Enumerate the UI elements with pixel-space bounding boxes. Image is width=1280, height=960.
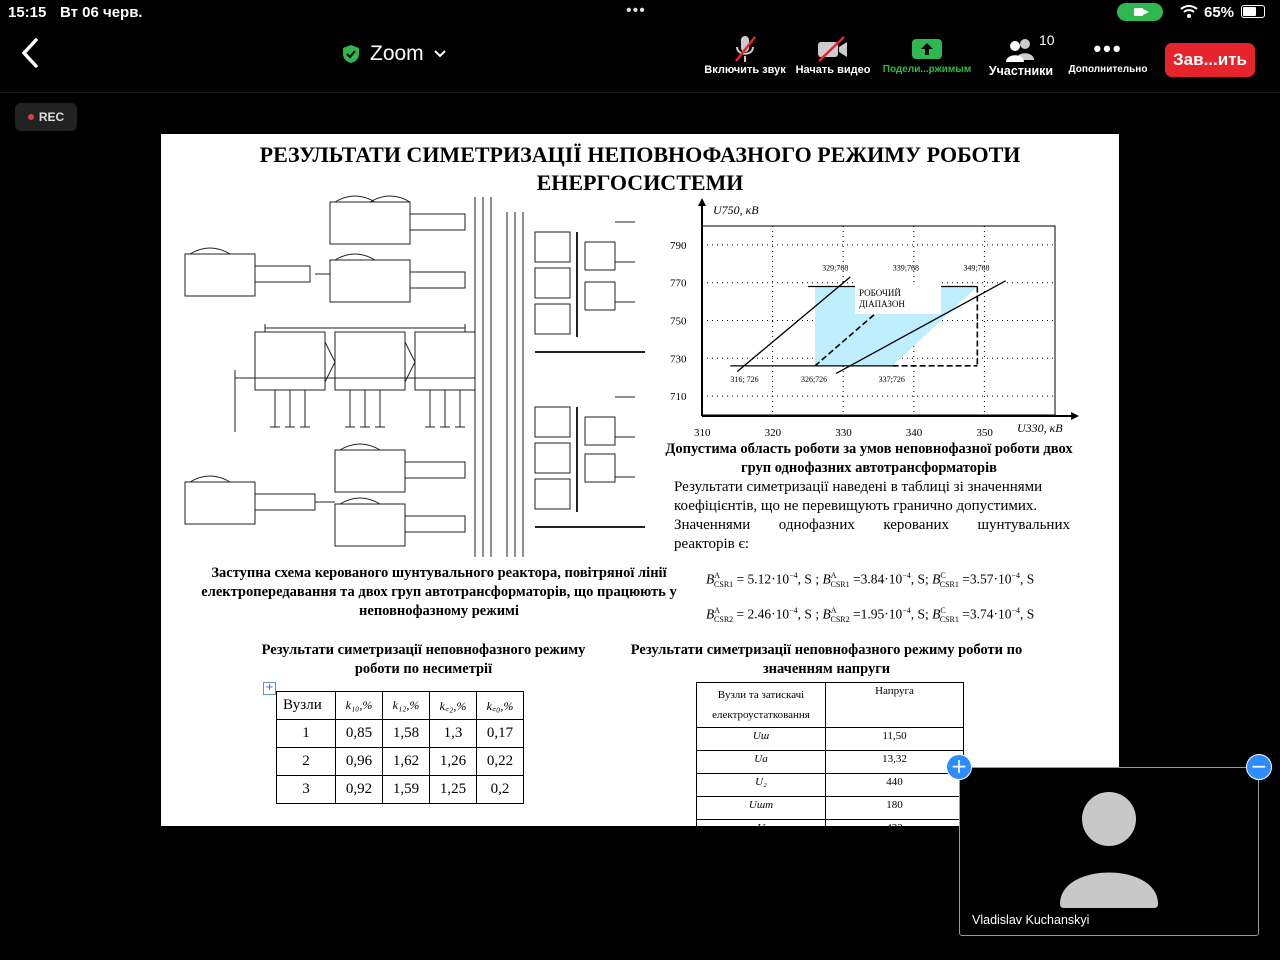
formula-6: 3.74·10 (969, 606, 1012, 622)
formula-5: 1.95·10 (860, 606, 903, 622)
start-video-label: Начать видео (795, 64, 871, 76)
share-label: Подели...ржимым (882, 64, 972, 75)
unmute-label: Включить звук (704, 64, 786, 76)
formula-4: 2.46·10 (747, 606, 790, 622)
table-row (697, 751, 964, 774)
chart-caption-line2: груп однофазних автотрансформаторів (741, 460, 997, 476)
chart-y-tick-label: 730 (670, 353, 687, 366)
formula-2: 3.84·10 (860, 571, 903, 587)
table-header-cell: Вузли (277, 692, 336, 720)
table1-caption-line1: Результати симетризації неповнофазного режиму (261, 642, 586, 658)
chart-y-tick-label: 770 (670, 277, 687, 290)
table-cell: Uшт (697, 797, 826, 820)
table-cell: 432 (826, 820, 964, 843)
table-cell: 1,62 (383, 748, 430, 776)
paragraph-line2: коефіцієнтів, що не перевищують гранично допустимих. (674, 498, 1038, 514)
chart-x-tick-label: 310 (694, 427, 711, 439)
table-header-cell: Напруга (826, 683, 964, 728)
operating-range-chart (635, 196, 1085, 446)
table-cell: 2 (277, 748, 336, 776)
table-cell: 180 (826, 797, 964, 820)
formula-4-unit: S (804, 606, 812, 622)
video-off-icon (816, 36, 850, 62)
chevron-down-icon (434, 50, 446, 58)
chart-point-label: 349;768 (963, 263, 990, 273)
table-cell: 1 (277, 720, 336, 748)
camera-in-use-icon (1117, 3, 1163, 21)
battery-percent: 65% (1204, 4, 1235, 21)
formula-5-unit: S (917, 606, 926, 622)
participant-name: Vladislav Kuchanskyi (972, 913, 1090, 927)
table-cell: 440 (826, 774, 964, 797)
table2-caption-line2: значенням напруги (762, 661, 891, 677)
share-content-button[interactable] (876, 34, 978, 75)
table-cell: 0,92 (336, 776, 383, 804)
formula-3: 3.57·10 (969, 571, 1012, 587)
schema-caption-line2: електропередавання та двох груп автотрансформаторів, що працюють у (201, 584, 677, 600)
chart-x-tick-label: 340 (905, 427, 923, 439)
minimize-tile-icon[interactable]: − (1246, 754, 1272, 780)
formula-1: 5.12·10 (747, 571, 790, 587)
shared-slide (161, 134, 1119, 834)
chart-x-tick-label: 330 (835, 427, 852, 439)
chart-point-label: 329;768 (822, 263, 849, 273)
formula-6-unit: S (1026, 606, 1035, 622)
table-cell: U (697, 820, 826, 843)
start-video-button[interactable] (790, 34, 876, 76)
formula-1-unit: S (804, 571, 812, 587)
voltage-table (696, 682, 964, 843)
table-row (697, 820, 964, 843)
table-row (277, 748, 524, 776)
formula-2-unit: S (917, 571, 926, 587)
chart-point-label: 339;768 (892, 263, 919, 273)
formula-2-exp: −4 (902, 571, 911, 580)
table-cell: 1,59 (383, 776, 430, 804)
formula-row-1: $B^A_{CSR1} = 5.12\cdot 10^{-4}$, S ; $B^A_{CSR1} =3.84\cdot 10^{-4}$, S; $B^C_{CSR1} =3.57\cdot 10^{-4}$, S (706, 571, 1035, 590)
status-date: Вт 06 черв. (60, 4, 143, 21)
chart-xlabel: U330, кВ (1017, 421, 1063, 435)
chart-point-label: 326;726 (800, 374, 828, 384)
schema-caption (169, 564, 709, 621)
table-cell: 1,26 (430, 748, 477, 776)
more-button[interactable] (1062, 34, 1154, 75)
table-cell: U₂ (697, 774, 826, 797)
table-cell: 0,17 (477, 720, 524, 748)
more-label: Дополнительно (1068, 64, 1148, 75)
voltage-header-line1: Вузли та затискачі (717, 689, 805, 701)
chart-point-label: 316; 726 (730, 374, 759, 384)
chart-x-tick-label: 320 (764, 427, 782, 439)
back-chevron-icon[interactable] (18, 36, 42, 70)
slide-title-line1: РЕЗУЛЬТАТИ СИМЕТРИЗАЦІЇ НЕПОВНОФАЗНОГО РЕЖИМУ РОБОТИ (259, 142, 1021, 167)
table-cell: 1,3 (430, 720, 477, 748)
table-header-row (277, 692, 524, 720)
chart-point-label: 337;726 (878, 374, 905, 384)
table-cell: 13,32 (826, 751, 964, 774)
results-paragraph (674, 478, 1070, 554)
share-screen-icon (911, 37, 943, 61)
battery-icon (1241, 5, 1265, 18)
schema-caption-line1: Заступна схема керованого шунтувального реактора, повітряної лінії (211, 565, 667, 581)
formula-5-exp: −4 (902, 606, 911, 615)
paragraph-line1: Результати симетризації наведені в таблиці зі значеннями (674, 479, 1043, 495)
region-label-line2: ДІАПАЗОН (859, 299, 905, 309)
table1-caption-line2: роботи по несиметрії (354, 661, 493, 677)
table-header-cell: k꜀₀,% (477, 692, 524, 720)
more-dots-icon: ••• (1093, 36, 1123, 61)
table2-caption-line1: Результати симетризації неповнофазного режиму роботи по (630, 642, 1023, 658)
toolbar-divider (0, 92, 1280, 93)
schema-caption-line3: неповнофазному режимі (359, 603, 519, 619)
paragraph-line4: реакторів є: (674, 536, 750, 552)
status-time: 15:15 (8, 4, 47, 21)
table-move-handle-icon[interactable]: + (263, 682, 276, 695)
participants-button[interactable] (984, 34, 1058, 78)
participant-video-tile[interactable] (959, 767, 1259, 936)
recording-label: REC (38, 110, 65, 124)
formula-row-2: $B^A_{CSR2} = 2.46\cdot 10^{-4}$, S ; $B^A_{CSR2} =1.95\cdot 10^{-4}$, S; $B^C_{CSR1} =3.74\cdot 10^{-4}$, S (706, 606, 1035, 625)
table2-caption (609, 641, 1044, 679)
recording-badge (15, 103, 77, 131)
table-cell: 0,85 (336, 720, 383, 748)
participants-count: 10 (1039, 32, 1055, 48)
chart-x-tick-label: 350 (976, 427, 993, 439)
table-header-cell: k₁₀,% (336, 692, 383, 720)
formula-6-exp: −4 (1011, 606, 1021, 615)
table-cell: 1,25 (430, 776, 477, 804)
region-label-line1: РОБОЧИЙ (859, 288, 901, 298)
formula-1-exp: −4 (789, 571, 798, 580)
chart-y-tick-label: 750 (670, 315, 687, 328)
table-cell: 0,96 (336, 748, 383, 776)
slide-title-line2: ЕНЕРГОСИСТЕМИ (536, 170, 744, 195)
avatar-placeholder-icon (1060, 792, 1158, 908)
asymmetry-table (276, 691, 524, 804)
table-row (697, 774, 964, 797)
multitasking-dots-icon[interactable]: ••• (626, 2, 646, 19)
expand-tile-icon[interactable]: + (946, 754, 972, 780)
table-cell: 0,2 (477, 776, 524, 804)
chart-y-tick-label: 790 (670, 239, 687, 252)
voltage-header-line2: електроустатковання (712, 709, 810, 721)
table-header-row (697, 683, 964, 728)
shield-check-icon (342, 44, 360, 64)
participants-label: Участники (988, 64, 1054, 78)
table-cell: 0,22 (477, 748, 524, 776)
app-title: Zoom (370, 42, 424, 65)
region-label-box (855, 282, 941, 314)
table-cell: 1,58 (383, 720, 430, 748)
mic-muted-icon (733, 34, 757, 64)
chart-caption-line1: Допустима область роботи за умов неповнофазної роботи двох (665, 441, 1073, 457)
chart-ylabel: U750, кВ (713, 203, 759, 217)
table-cell: 3 (277, 776, 336, 804)
chart-caption (639, 440, 1099, 478)
table-cell: Uш (697, 728, 826, 751)
table-row (277, 776, 524, 804)
wifi-icon (1180, 4, 1198, 18)
table-cell: 11,50 (826, 728, 964, 751)
table-header-cell: k₁₂,% (383, 692, 430, 720)
recording-dot-icon (28, 114, 34, 120)
table-cell: Uа (697, 751, 826, 774)
formula-3-unit: S (1026, 571, 1035, 587)
paragraph-line3: Значеннями однофазних керованих шунтувальних (674, 517, 1070, 533)
equivalent-circuit-diagram (175, 192, 655, 562)
participants-icon (1004, 36, 1038, 62)
table-header-cell (697, 683, 826, 728)
table-row (697, 728, 964, 751)
table1-caption (241, 641, 606, 679)
unmute-button[interactable] (702, 34, 788, 76)
formula-4-exp: −4 (789, 606, 798, 615)
slide-title (161, 141, 1119, 197)
table-header-cell: k꜀₂,% (430, 692, 477, 720)
chart-y-tick-label: 710 (670, 391, 687, 404)
table-row (277, 720, 524, 748)
meeting-title[interactable] (342, 42, 446, 66)
formula-3-exp: −4 (1011, 571, 1021, 580)
table-row (697, 797, 964, 820)
end-meeting-button[interactable]: Зав...ить (1165, 43, 1255, 77)
